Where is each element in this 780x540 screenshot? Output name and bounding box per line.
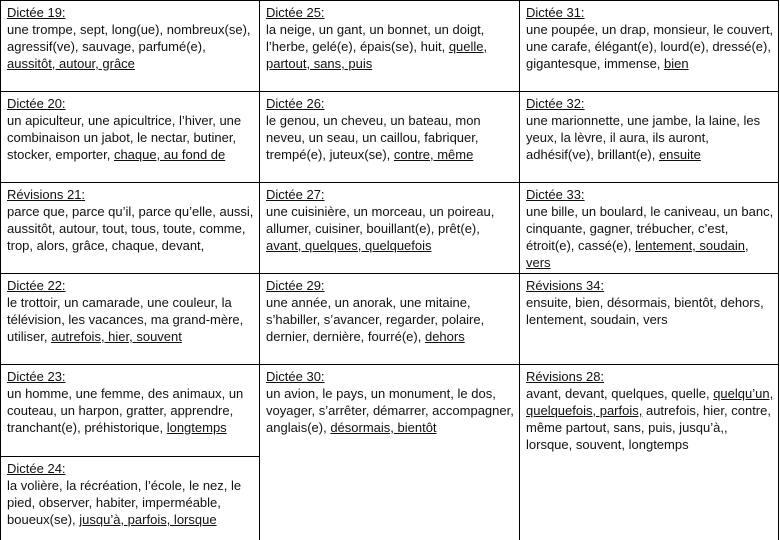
cell-words: une trompe, sept, long(ue), nombreux(se), agressif(ve), sauvage, parfumé(e), [7,21,251,54]
cell-words: avant, devant, quelques, quelle, [526,385,714,401]
cell-underlined-words: dehors [424,328,465,344]
cell-dictee-25 [260,1,519,91]
cell-dictee-26 [260,92,519,182]
cell-title: Dictée 27: [266,187,325,202]
cell-underlined-words: lentement, soudain, vers [526,237,749,270]
cell-dictee-22 [1,274,259,364]
cell-underlined-words: avant, quelques, quelquefois [266,237,432,253]
cell-underlined-words: désormais, bientôt [330,419,437,435]
cell-underlined-words: jusqu’à, parfois, lorsque [79,511,217,527]
cell-underlined-words: aussitôt, autour, grâce [7,55,135,71]
cell-title: Dictée 25: [266,5,325,20]
cell-dictee-27 [260,183,519,273]
cell-words: le genou, un cheveu, un bateau, mon neveu, un seau, un caillou, fabriquer, trempé(e), juteux(se), [266,112,481,162]
cell-words: un apiculteur, une apicultrice, l’hiver, une combinaison un jabot, le nectar, butiner, stocker, emporter, [7,112,242,162]
cell-underlined-words: chaque, au fond de [113,146,226,162]
cell-title: Dictée 20: [7,96,66,111]
cell-words: le trottoir, un camarade, une couleur, la télévision, les vacances, ma grand-mère, utiliser, [7,294,244,344]
cell-underlined-words: ensuite [658,146,701,162]
cell-words: la neige, un gant, un bonnet, un doigt, l’herbe, gelé(e), épais(se), huit, [266,21,485,54]
cell-underlined-words: quelqu’un, quelquefois, parfois, [526,385,774,418]
cell-dictee-33 [520,183,778,273]
cell-words: une marionnette, une jambe, la laine, les yeux, la lèvre, il aura, ils auront, adhésif(ve), brillant(e), [526,112,761,162]
cell-dictee-32 [520,92,778,182]
cell-words: un avion, le pays, un monument, le dos, voyager, s’arrêter, démarrer, accompagner, anglais(e), [266,385,514,435]
cell-title: Révisions 28: [526,369,605,384]
cell-title: Révisions 34: [526,278,605,293]
cell-dictee-20 [1,92,259,182]
cell-title: Dictée 23: [7,369,66,384]
cell-title: Dictée 32: [526,96,585,111]
cell-title: Dictée 29: [266,278,325,293]
cell-title: Révisions 21: [7,187,86,202]
cell-title: Dictée 31: [526,5,585,20]
cell-title: Dictée 33: [526,187,585,202]
cell-words: un homme, une femme, des animaux, un couteau, un harpon, gratter, apprendre, tranchant(e), préhistorique, [7,385,244,435]
cell-underlined-words: longtemps [166,419,227,435]
cell-words: une année, un anorak, une mitaine, s’habiller, s’avancer, regarder, polaire, dernier, dernière, fourré(e), [266,294,485,344]
cell-underlined-words: bien [664,55,689,71]
cell-dictee-23 [1,365,259,456]
cell-dictee-31 [520,1,778,91]
cell-revisions-21 [1,183,259,273]
cell-title: Dictée 26: [266,96,325,111]
cell-title: Dictée 22: [7,278,66,293]
cell-dictee-29 [260,274,519,364]
cell-words: une bille, un boulard, le caniveau, un banc, cinquante, gagner, trébucher, c’est, étroit(e), cassé(e), [526,203,774,253]
cell-dictee-19 [1,1,259,91]
cell-words: une cuisinière, un morceau, un poireau, allumer, cuisiner, bouillant(e), prêt(e), [266,203,495,236]
cell-words: une poupée, un drap, monsieur, le couvert, une carafe, élégant(e), lourd(e), dressé(e), gigantesque, immense, [526,21,774,71]
cell-revisions-34 [520,274,778,364]
cell-title: Dictée 19: [7,5,66,20]
cell-underlined-words: contre, même [393,146,474,162]
cell-words: parce que, parce qu’il, parce qu’elle, aussi, aussitôt, autour, tout, tous, toute, comme, trop, alors, grâce, chaque, devant, [7,203,254,253]
cell-underlined-words: autrefois, hier, souvent [51,328,182,344]
cell-title: Dictée 30: [266,369,325,384]
cell-words-tail: autrefois, hier, contre, même partout, sans, puis, jusqu’à,, lorsque, souvent, longtemps [526,402,771,452]
cell-title: Dictée 24: [7,461,66,476]
cell-revisions-28 [520,365,778,540]
cell-words: ensuite, bien, désormais, bientôt, dehors, lentement, soudain, vers [526,294,764,327]
cell-dictee-24 [1,457,259,540]
table-border-right [778,0,779,540]
cell-underlined-words: quelle, partout, sans, puis [266,38,488,71]
cell-dictee-30 [260,365,519,456]
cell-words: la volière, la récréation, l’école, le nez, le pied, observer, habiter, imperméable, boueux(se), [7,477,242,527]
